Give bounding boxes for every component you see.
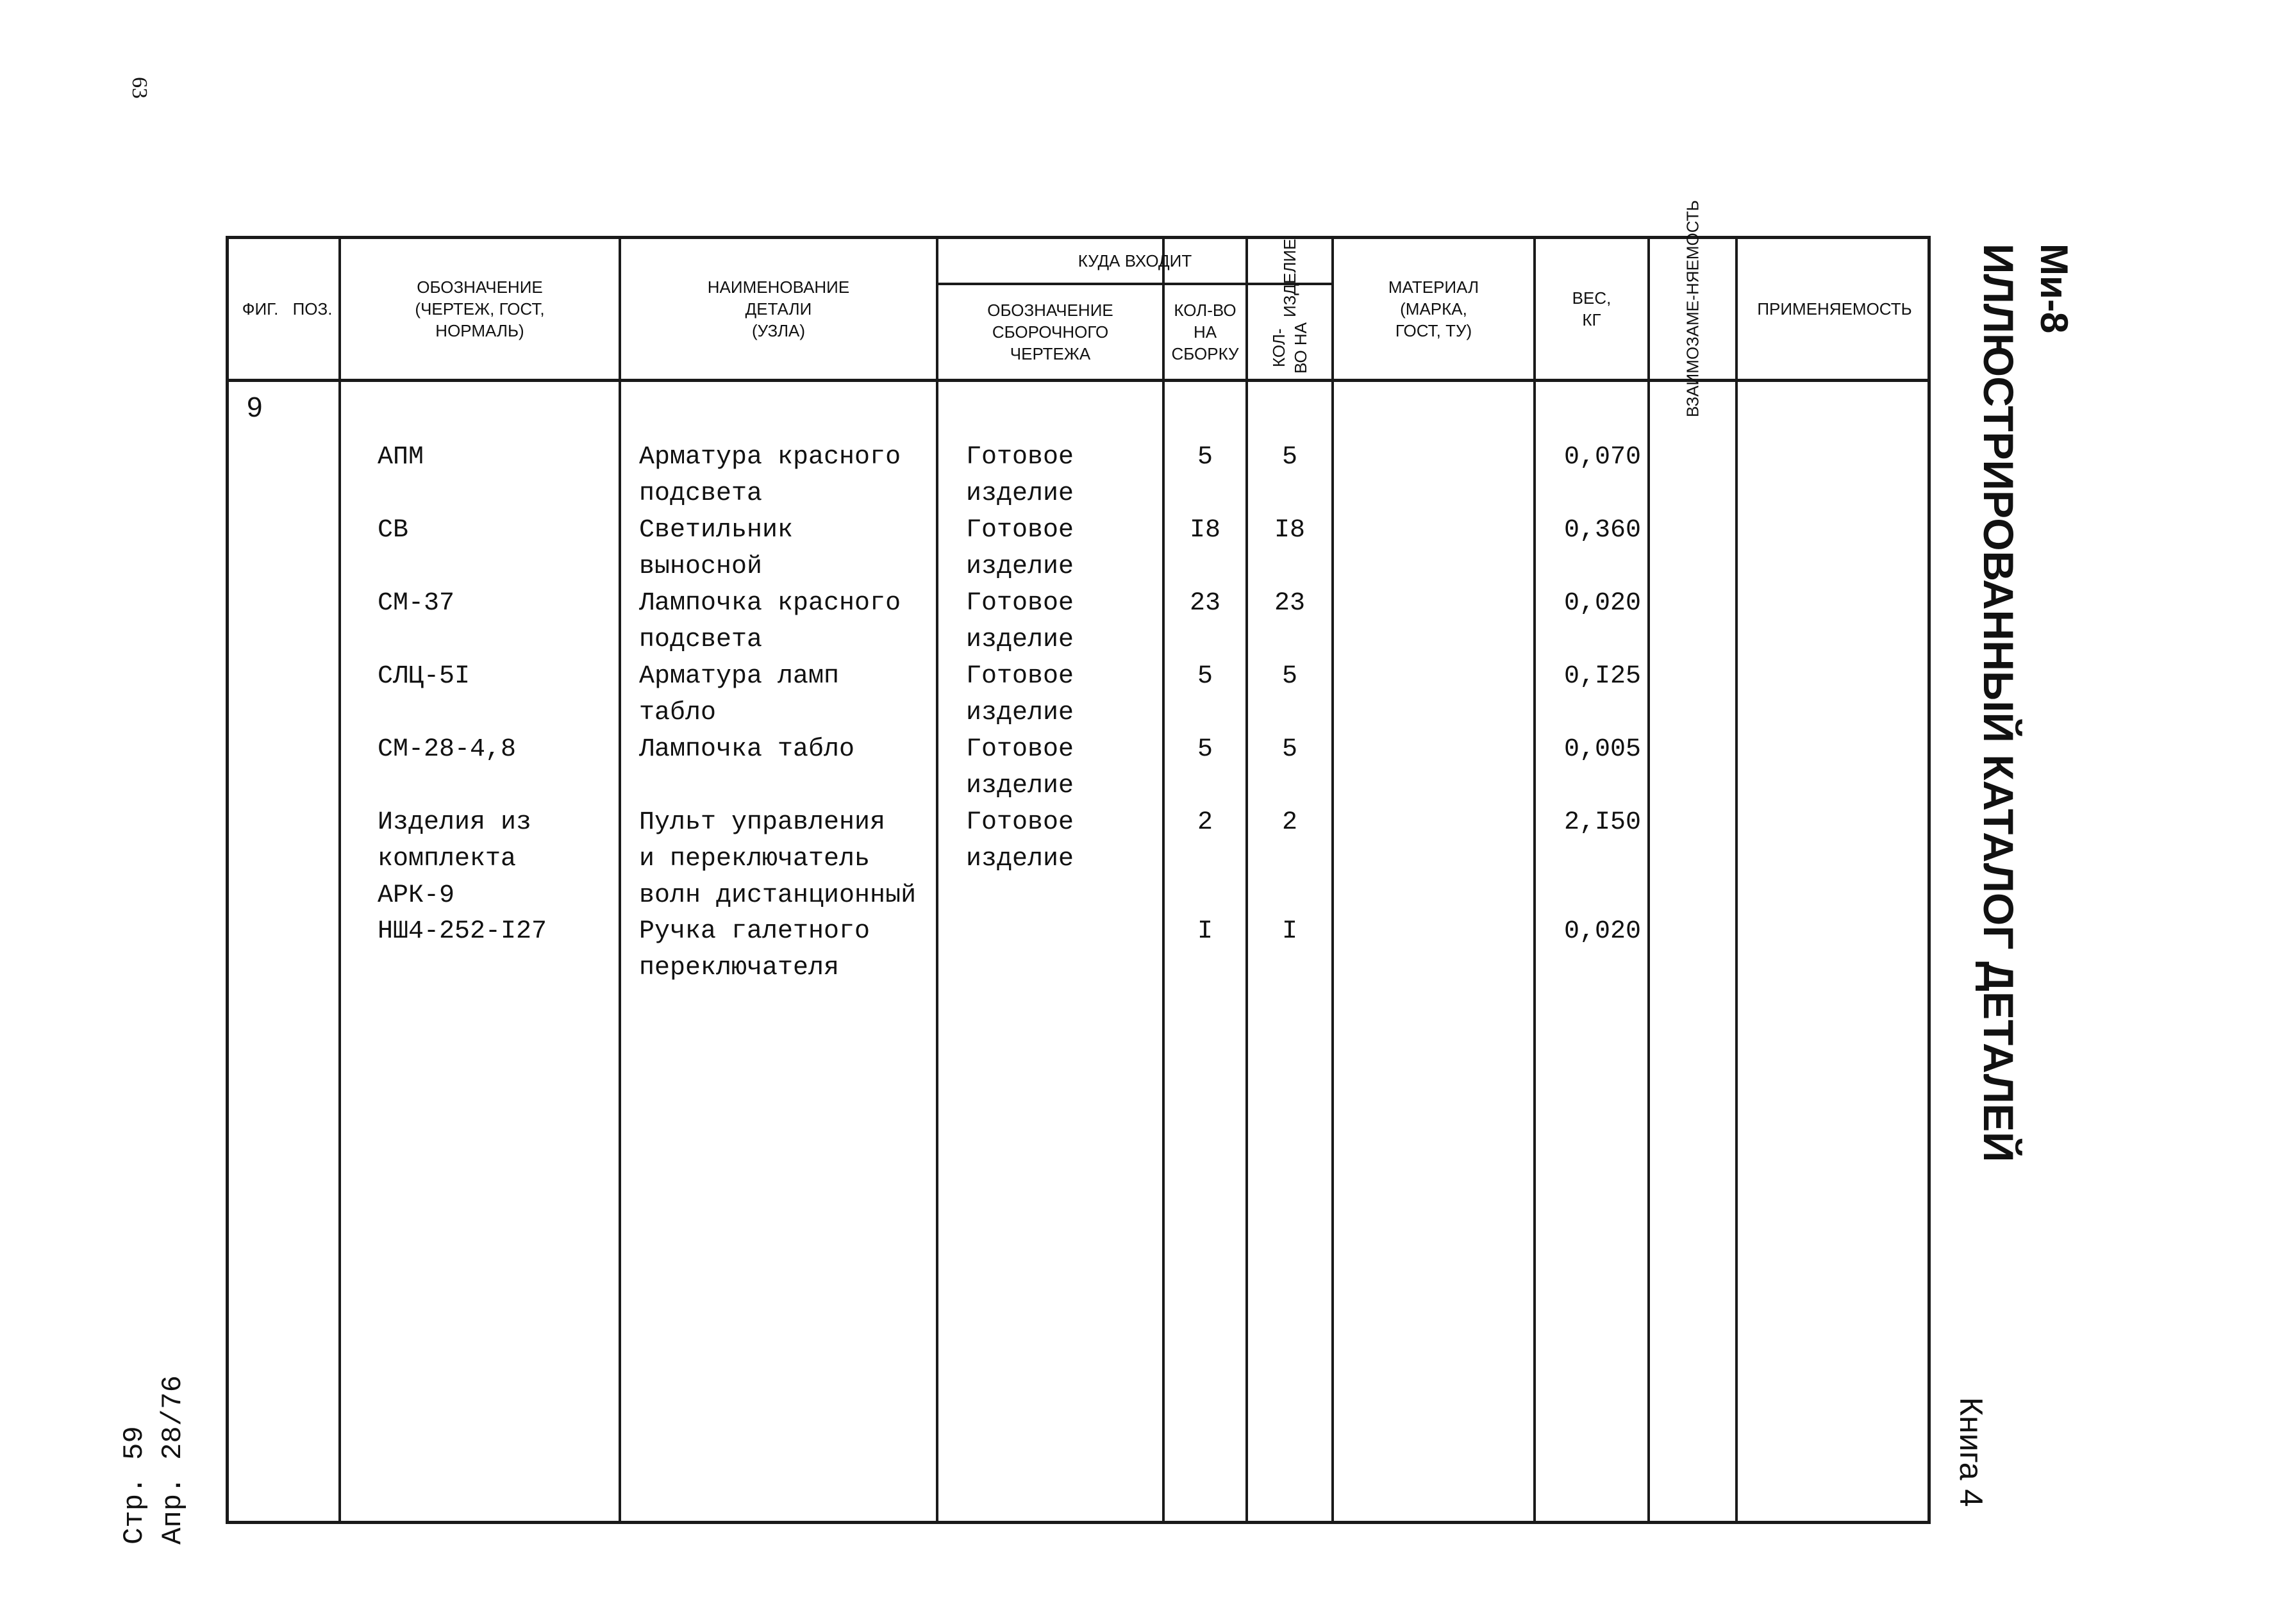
row-qty-product: 2 bbox=[1281, 808, 1297, 837]
row-assembly-drawing: Готовое изделие bbox=[966, 443, 1074, 508]
row-designation: АПМ bbox=[378, 443, 424, 472]
header-divider bbox=[229, 379, 1927, 382]
col-divider bbox=[619, 239, 621, 1521]
aircraft-model: Ми-8 bbox=[2033, 244, 2076, 334]
row-assembly-drawing: Готовое изделие bbox=[966, 589, 1074, 654]
row-qty-product: 23 bbox=[1274, 589, 1305, 618]
col-divider bbox=[1533, 239, 1536, 1521]
row-qty-assembly: 5 bbox=[1197, 662, 1213, 691]
row-weight: 0,I25 bbox=[1563, 662, 1641, 691]
page-number: 63 bbox=[128, 77, 151, 99]
footer-date: Апр. 28/76 bbox=[157, 1375, 189, 1545]
row-qty-assembly: I8 bbox=[1189, 516, 1220, 545]
header-fig: ФИГ. bbox=[242, 299, 279, 319]
header-interchangeability: ВЗАИМОЗАМЕ- НЯЕМОСТЬ bbox=[1683, 200, 1703, 418]
row-qty-product: 5 bbox=[1281, 443, 1297, 472]
row-weight: 0,070 bbox=[1563, 443, 1641, 472]
row-weight: 0,020 bbox=[1563, 917, 1641, 946]
row-qty-product: 5 bbox=[1281, 662, 1297, 691]
header-assembly-drawing: ОБОЗНАЧЕНИЕ СБОРОЧНОГО ЧЕРТЕЖА bbox=[987, 301, 1113, 363]
row-part-name: Пульт управления и переключатель волн дистанционный bbox=[639, 808, 917, 910]
row-part-name: Лампочка красного подсвета bbox=[639, 589, 901, 654]
header-where-used: КУДА ВХОДИТ bbox=[1078, 251, 1192, 270]
col-divider bbox=[1162, 239, 1165, 1521]
catalog-title: ИЛЛЮСТРИРОВАННЫЙ КАТАЛОГ ДЕТАЛЕЙ bbox=[1975, 244, 2022, 1163]
row-designation: СМ-28-4,8 bbox=[378, 735, 517, 764]
row-part-name: Арматура ламп табло bbox=[639, 662, 840, 727]
row-qty-assembly: 23 bbox=[1189, 589, 1220, 618]
header-designation: ОБОЗНАЧЕНИЕ (ЧЕРТЕЖ, ГОСТ, НОРМАЛЬ) bbox=[415, 278, 545, 340]
row-assembly-drawing: Готовое изделие bbox=[966, 735, 1074, 800]
header-part-name: НАИМЕНОВАНИЕ ДЕТАЛИ (УЗЛА) bbox=[707, 278, 850, 340]
row-part-name: Светильник выносной bbox=[639, 516, 794, 581]
header-material: МАТЕРИАЛ (МАРКА, ГОСТ, ТУ) bbox=[1388, 278, 1479, 340]
row-qty-product: I bbox=[1281, 917, 1297, 946]
row-part-name: Ручка галетного переключателя bbox=[639, 917, 870, 982]
row-designation: СВ bbox=[378, 516, 409, 545]
row-weight: 0,360 bbox=[1563, 516, 1641, 545]
book-number: Книга 4 bbox=[1953, 1397, 1989, 1507]
row-assembly-drawing: Готовое изделие bbox=[966, 516, 1074, 581]
row-weight: 2,I50 bbox=[1563, 808, 1641, 837]
col-divider bbox=[1735, 239, 1738, 1521]
col-divider bbox=[936, 239, 938, 1521]
row-assembly-drawing: Готовое изделие bbox=[966, 662, 1074, 727]
row-weight: 0,005 bbox=[1563, 735, 1641, 764]
row-weight: 0,020 bbox=[1563, 589, 1641, 618]
row-qty-assembly: I bbox=[1197, 917, 1213, 946]
parts-table bbox=[226, 200, 1931, 1524]
row-designation: СМ-37 bbox=[378, 589, 455, 618]
row-designation: НШ4-252-I27 bbox=[378, 917, 547, 946]
row-part-name: Арматура красного подсвета bbox=[639, 443, 901, 508]
header-qty-assembly: КОЛ-ВО НА СБОРКУ bbox=[1171, 301, 1239, 363]
header-applicability: ПРИМЕНЯЕМОСТЬ bbox=[1757, 299, 1912, 319]
row-part-name: Лампочка табло bbox=[639, 735, 855, 764]
footer-page: Стр. 59 bbox=[119, 1426, 151, 1545]
header-qty-product: КОЛ-ВО НА ИЗДЕЛИЕ bbox=[1269, 239, 1310, 374]
row-qty-assembly: 5 bbox=[1197, 443, 1213, 472]
header-pos: ПОЗ. bbox=[292, 299, 333, 319]
page-footer bbox=[115, 1352, 192, 1545]
row-designation: СЛЦ-5I bbox=[378, 662, 470, 691]
row-assembly-drawing: Готовое изделие bbox=[966, 808, 1074, 874]
row-qty-assembly: 5 bbox=[1197, 735, 1213, 764]
col-divider bbox=[338, 239, 341, 1521]
row-qty-assembly: 2 bbox=[1197, 808, 1213, 837]
figure-number: 9 bbox=[247, 392, 263, 423]
row-designation: Изделия из комплекта АРК-9 bbox=[378, 808, 532, 910]
row-qty-product: I8 bbox=[1274, 516, 1305, 545]
col-divider bbox=[1245, 239, 1248, 1521]
col-divider bbox=[1647, 239, 1650, 1521]
row-qty-product: 5 bbox=[1281, 735, 1297, 764]
col-divider bbox=[1331, 239, 1334, 1521]
header-weight: ВЕС, КГ bbox=[1572, 288, 1611, 329]
